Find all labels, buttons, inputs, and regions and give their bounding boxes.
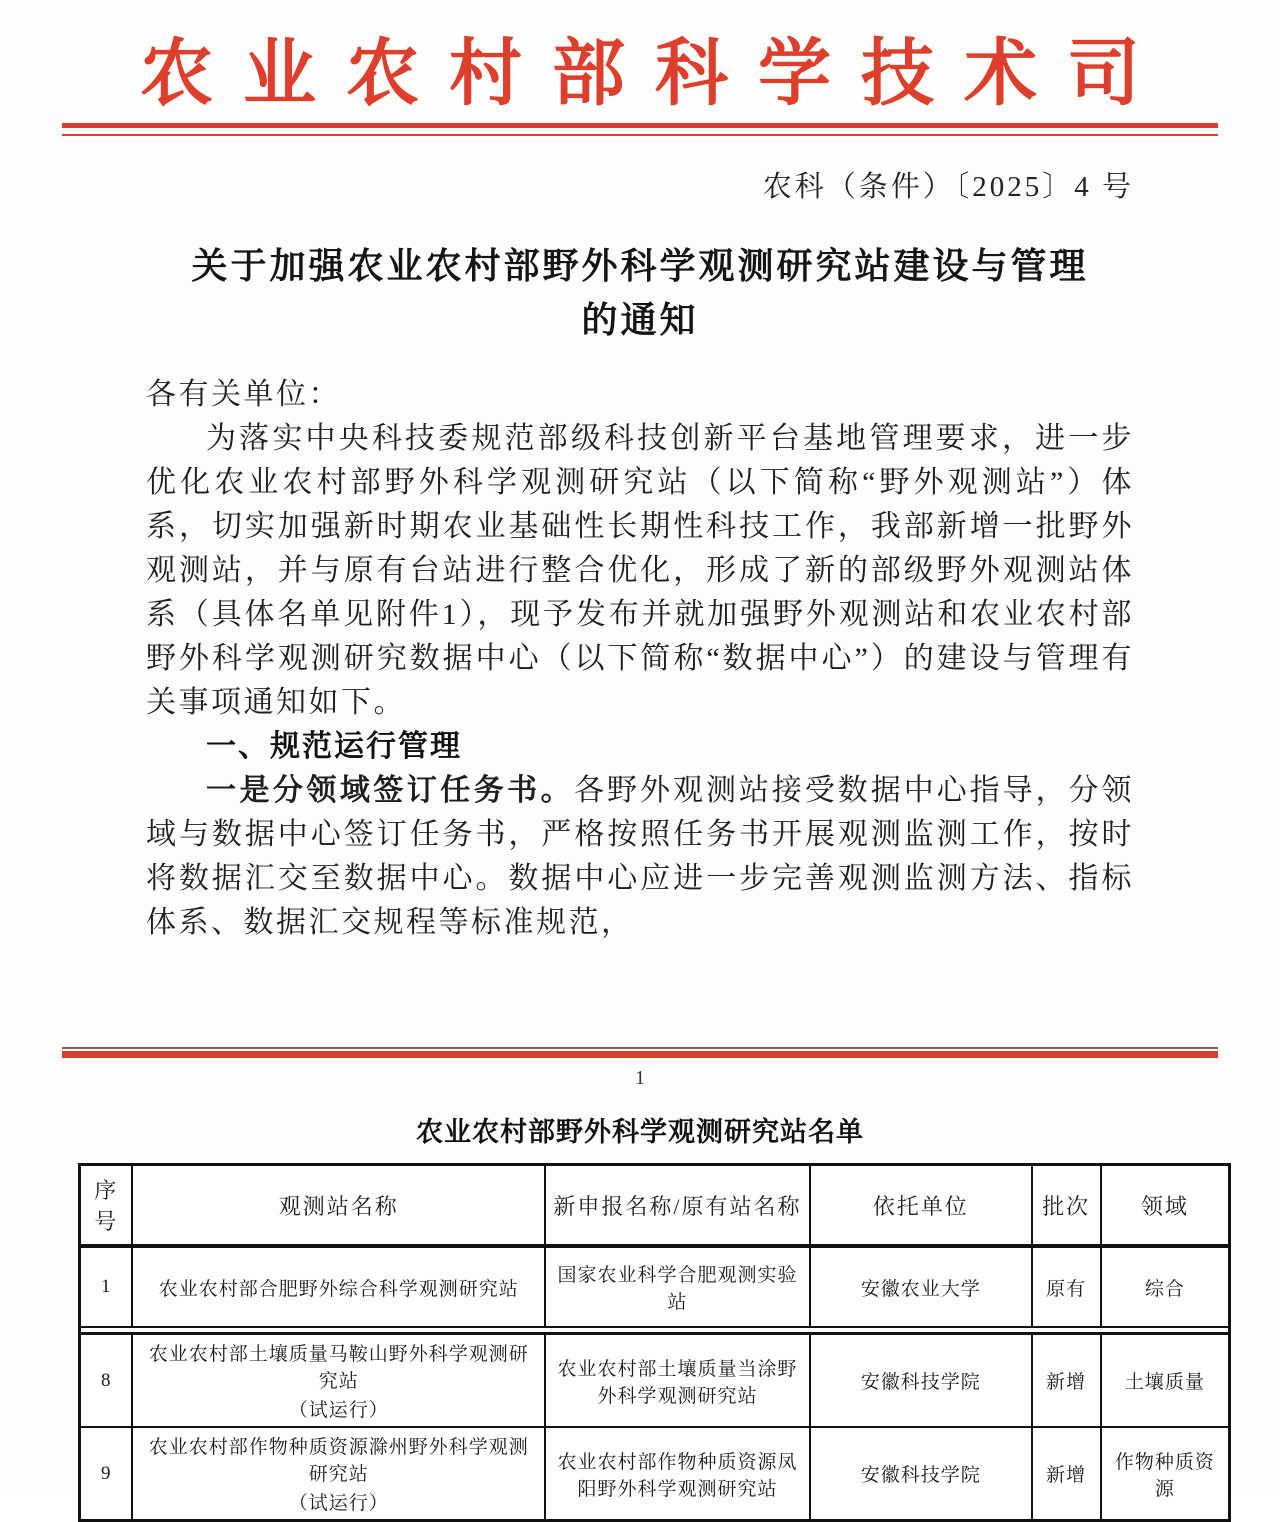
table-row (80, 1427, 1230, 1521)
cell-station (132, 1427, 545, 1521)
notice-title-line1: 关于加强农业农村部野外科学观测研究站建设与管理 (191, 245, 1089, 286)
column-header-no: 序号 (80, 1165, 133, 1247)
column-header-batch: 批次 (1032, 1165, 1101, 1247)
paragraph-1: 为落实中央科技委规范部级科技创新平台基地管理要求，进一步优化农业农村部野外科学观测研究站（以下简称“野外观测站”）体系，切实加强新时期农业基础性长期性科技工作，我部新增一批野外观测站，并与原有台站进行整合优化，形成了新的部级野外观测站体系（具体名单见附件1），现予发布并就加强野外观测站和农业农村部野外科学观测研究数据中心（以下简称“数据中心”）的建设与管理有关事项通知如下。 (146, 421, 1134, 719)
notice-title-line2: 的通知 (581, 299, 699, 340)
table-row (80, 1246, 1230, 1327)
cell-org: 安徽科技学院 (810, 1334, 1032, 1428)
cell-org: 安徽科技学院 (810, 1427, 1032, 1521)
column-header-new-name: 新申报名称/原有站名称 (545, 1165, 810, 1247)
station-name: 农业农村部土壤质量马鞍山野外科学观测研究站 (148, 1344, 529, 1392)
table-row (80, 1334, 1230, 1428)
station-note: （试运行） (288, 1400, 389, 1421)
paragraph-2 (146, 769, 1134, 945)
table-header-row (80, 1165, 1230, 1247)
cell-batch: 新增 (1032, 1427, 1101, 1521)
paragraph-2-lead: 一是分领域签订任务书。 (206, 773, 575, 807)
notice-body (0, 373, 1280, 945)
org-header-title: 农业农村部科学技术司 (140, 33, 1170, 114)
footer-rule-thick (62, 1051, 1218, 1058)
station-name: 农业农村部合肥野外综合科学观测研究站 (158, 1278, 519, 1300)
paragraph-2-rest: 各野外观测站接受数据中心指导，分领域与数据中心签订任务书，严格按照任务书开展观测监测工作，按时将数据汇交至数据中心。数据中心应进一步完善观测监测方法、指标体系、数据汇交规程等标准规范， (146, 773, 1135, 939)
station-name: 农业农村部作物种质资源滁州野外科学观测研究站 (148, 1437, 529, 1485)
station-note: （试运行） (288, 1493, 389, 1514)
column-header-station: 观测站名称 (132, 1165, 545, 1247)
column-header-org: 依托单位 (810, 1165, 1032, 1247)
salutation: 各有关单位： (146, 377, 341, 411)
cell-field: 综合 (1101, 1246, 1230, 1327)
cell-station (132, 1246, 545, 1327)
column-header-field: 领域 (1101, 1165, 1230, 1247)
cell-new-name: 国家农业科学合肥观测实验站 (545, 1246, 810, 1327)
section-1-heading: 一、规范运行管理 (206, 729, 462, 763)
cell-no: 8 (80, 1334, 133, 1428)
header-rule-thin (62, 134, 1218, 136)
cell-batch: 原有 (1032, 1246, 1101, 1327)
cell-new-name: 农业农村部土壤质量当涂野外科学观测研究站 (545, 1334, 810, 1428)
attachment-section (0, 1110, 1280, 1522)
cell-batch: 新增 (1032, 1334, 1101, 1428)
header-rule-thick (62, 123, 1218, 128)
cell-station (132, 1334, 545, 1428)
cell-new-name: 农业农村部作物种质资源凤阳野外科学观测研究站 (545, 1427, 810, 1521)
cell-org: 安徽农业大学 (810, 1246, 1032, 1327)
footer-rule-thin (62, 1047, 1218, 1049)
stations-table-title: 农业农村部野外科学观测研究站名单 (416, 1117, 864, 1147)
cell-no: 9 (80, 1427, 133, 1521)
page-number: 1 (635, 1067, 645, 1089)
cell-field: 土壤质量 (1101, 1334, 1230, 1428)
stations-table (78, 1163, 1231, 1522)
cell-field: 作物种质资源 (1101, 1427, 1230, 1521)
page-footer (0, 1047, 1280, 1090)
cell-no: 1 (80, 1246, 133, 1327)
notice-title (0, 239, 1280, 347)
document-number: 农科（条件）〔2025〕4 号 (762, 170, 1134, 203)
